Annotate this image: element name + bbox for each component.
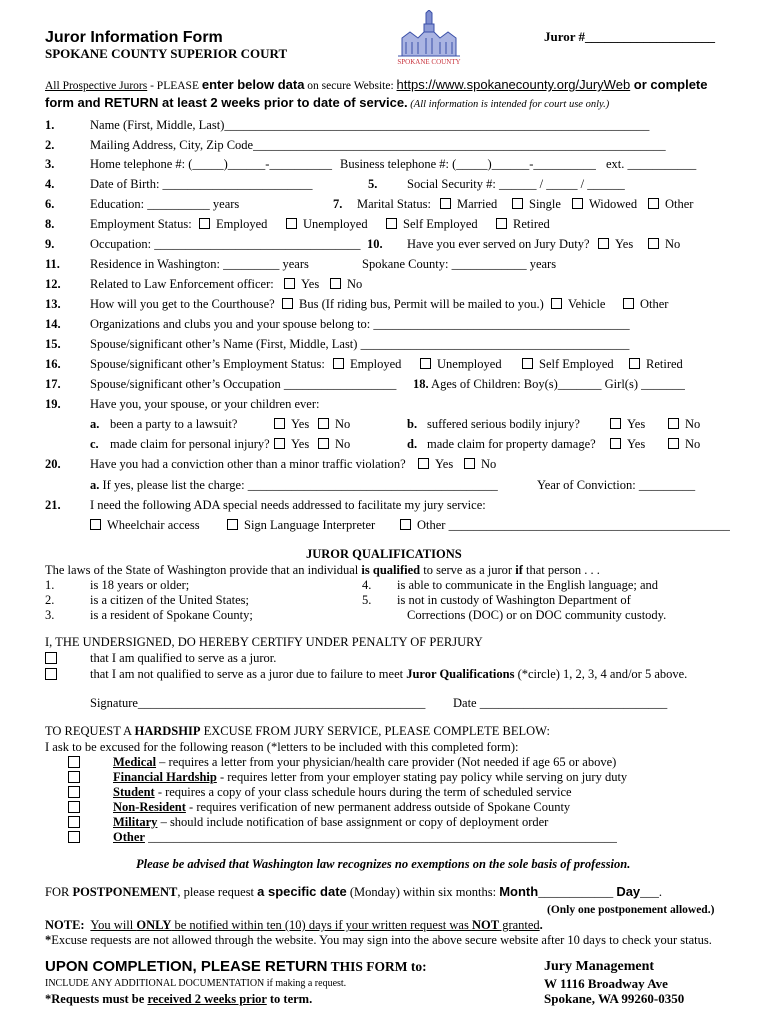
q-number: 21. [45, 498, 61, 512]
checkbox[interactable] [400, 519, 411, 530]
intro-emphasis: form and RETURN at least 2 weeks prior to date of service. [45, 95, 408, 110]
checkbox[interactable] [648, 238, 659, 249]
qual-number: 3. [45, 608, 55, 622]
reason-text: - requires letter from your employer stating pay policy while serving on jury duty [216, 770, 628, 784]
asterisk: * [45, 933, 52, 947]
q-number: 5. [368, 177, 378, 191]
employment-retired[interactable] [496, 216, 550, 232]
checkbox[interactable] [418, 458, 429, 469]
law-enforcement-no[interactable] [330, 276, 362, 292]
postponement-line [45, 884, 662, 900]
checkbox[interactable] [386, 218, 397, 229]
employment-label: Employment Status: [90, 217, 192, 231]
month-field[interactable]: ____________ [538, 885, 617, 899]
reason-label: Non-Resident [113, 800, 186, 814]
employment-employed[interactable] [199, 216, 267, 232]
charge-text: If yes, please list the charge: ________________________________________ [99, 478, 498, 492]
qualified-label: that I am qualified to serve as a juror. [90, 651, 277, 665]
checkbox[interactable] [286, 218, 297, 229]
q-number: 18. [413, 377, 429, 391]
text: EXCUSE FROM JURY SERVICE, PLEASE COMPLETE BELOW: [200, 724, 550, 738]
text-bold: . [539, 918, 543, 932]
qual-item: is a resident of Spokane County; [90, 608, 253, 622]
checkbox[interactable] [330, 278, 341, 289]
q-number: 10. [367, 237, 383, 251]
charge-field[interactable] [90, 477, 498, 493]
qualifications-intro [45, 562, 600, 578]
ssn-field[interactable]: Social Security #: ______ / _____ / ______ [407, 177, 625, 191]
property-damage-label: made claim for property damage? [427, 437, 596, 451]
checkbox[interactable] [522, 358, 533, 369]
reason-text: – requires a letter from your physician/health care provider (Not needed if age 65 or above) [156, 755, 617, 769]
text: (Monday) within six months: [346, 885, 500, 899]
checkbox[interactable] [274, 418, 285, 429]
reason-label: Military [113, 815, 158, 829]
q-number: 6. [45, 197, 55, 211]
q19-label: Have you, your spouse, or your children ever: [90, 397, 320, 411]
reason-text: ___________________________________________________________________________ [144, 830, 617, 844]
hardship-other-field[interactable] [113, 829, 617, 845]
q-number: 20. [45, 457, 61, 471]
lawsuit-no[interactable] [318, 416, 350, 432]
checkbox[interactable] [668, 438, 679, 449]
checkbox[interactable] [496, 218, 507, 229]
non-resident-checkbox[interactable] [68, 801, 80, 813]
employment-self[interactable] [386, 216, 478, 232]
option-label: Single [529, 197, 561, 211]
day-label: Day [616, 884, 641, 899]
checkbox[interactable] [274, 438, 285, 449]
q-number: 2. [45, 138, 55, 152]
q-number: 12. [45, 277, 61, 291]
q-number: 17. [45, 377, 61, 391]
text: that person . . . [522, 563, 600, 577]
text: to term. [266, 992, 313, 1006]
option-label: Self Employed [403, 217, 478, 231]
checkbox[interactable] [318, 418, 329, 429]
lawsuit-label: been a party to a lawsuit? [110, 417, 238, 431]
property-damage-no[interactable] [668, 436, 700, 452]
text: FOR [45, 885, 73, 899]
text-emphasis: a specific date [257, 884, 347, 899]
option-label: Yes [301, 277, 320, 291]
option-label: No [347, 277, 363, 291]
q-number: 19. [45, 397, 61, 411]
injury-label: suffered serious bodily injury? [427, 417, 580, 431]
svg-text:SPOKANE COUNTY: SPOKANE COUNTY [397, 58, 461, 66]
option-label: Employed [216, 217, 268, 231]
occupation-field[interactable]: Occupation: _________________________________ [90, 237, 361, 251]
intro-lead: All Prospective Jurors [45, 80, 148, 92]
business-phone-field[interactable]: Business telephone #: (_____)______-__________ [340, 157, 596, 171]
text: to serve as a juror [420, 563, 516, 577]
checkbox[interactable] [572, 198, 583, 209]
form-title: Juror Information Form [45, 29, 223, 46]
requests-note [45, 991, 312, 1007]
option-label: No [335, 437, 351, 451]
checkbox[interactable] [284, 278, 295, 289]
financial-checkbox[interactable] [68, 771, 80, 783]
lawsuit-yes[interactable] [274, 416, 309, 432]
q-number: 9. [45, 237, 55, 251]
option-label: Other [665, 197, 694, 211]
qualifications-title: JUROR QUALIFICATIONS [306, 547, 462, 561]
checkbox[interactable] [333, 358, 344, 369]
injury-yes[interactable] [610, 416, 645, 432]
qual-number: 2. [45, 593, 55, 607]
q-number: 15. [45, 337, 61, 351]
hardship-title [45, 723, 550, 739]
ada-wheelchair[interactable] [90, 517, 200, 533]
qual-item: Corrections (DOC) or on DOC community custody. [407, 608, 667, 622]
spouse-occupation-field[interactable]: Spouse/significant other’s Occupation __________________ [90, 377, 397, 391]
checkbox[interactable] [648, 198, 659, 209]
intro-emphasis: enter below data [201, 77, 305, 92]
postponement-note: (Only one postponement allowed.) [547, 904, 715, 916]
not-qualified-label [90, 666, 687, 682]
jury-duty-no[interactable] [648, 236, 680, 252]
sub-letter: a. [90, 478, 100, 492]
return-heading [45, 957, 427, 977]
spouse-unemployed[interactable] [420, 356, 502, 372]
law-enforcement-label: Related to Law Enforcement officer: [90, 277, 274, 291]
marital-label: Marital Status: [357, 197, 431, 211]
option-label: Yes [615, 237, 634, 251]
qual-number: 1. [45, 578, 55, 592]
personal-injury-label: made claim for personal injury? [110, 437, 270, 451]
option-label: Other _____________________________________________ [417, 518, 730, 532]
conviction-year-field[interactable]: Year of Conviction: _________ [537, 478, 696, 492]
hardship-item [113, 769, 627, 785]
option-label: No [335, 417, 351, 431]
signature-field[interactable]: Signature______________________________________________ [90, 696, 426, 710]
profession-notice: Please be advised that Washington law recognizes no exemptions on the sole basis of profession. [136, 857, 631, 871]
reason-label: Other [113, 830, 145, 844]
transport-label: How will you get to the Courthouse? [90, 297, 275, 311]
checkbox[interactable] [629, 358, 640, 369]
option-label: Vehicle [568, 297, 606, 311]
qualified-checkbox[interactable] [45, 652, 57, 664]
text: You will [90, 918, 137, 932]
checkbox[interactable] [551, 298, 562, 309]
sub-letter: c. [90, 437, 99, 451]
text: *Requests must be [45, 992, 148, 1006]
website-link[interactable]: https://www.spokanecounty.org/JuryWeb [396, 77, 631, 92]
checkbox[interactable] [668, 418, 679, 429]
law-enforcement-yes[interactable] [284, 276, 319, 292]
transport-vehicle[interactable] [551, 296, 605, 312]
juror-number-field[interactable]: Juror #____________________ [544, 29, 716, 44]
option-label: Sign Language Interpreter [244, 518, 376, 532]
checkbox[interactable] [420, 358, 431, 369]
text-bold: if [515, 563, 523, 577]
student-checkbox[interactable] [68, 786, 80, 798]
text: be notified within ten (10) days if your written request was [171, 918, 472, 932]
option-label: Bus (If riding bus, Permit will be mailed to you.) [299, 297, 544, 311]
medical-checkbox[interactable] [68, 756, 80, 768]
children-ages-field[interactable] [413, 376, 685, 392]
text: The laws of the State of Washington provide that an individual [45, 563, 362, 577]
marital-other[interactable] [648, 196, 693, 212]
reason-text: – should include notification of base assignment or copy of deployment order [157, 815, 549, 829]
q-number: 3. [45, 157, 55, 171]
note-line [45, 917, 543, 933]
q-number: 16. [45, 357, 61, 371]
personal-injury-no[interactable] [318, 436, 350, 452]
option-label: Self Employed [539, 357, 614, 371]
conviction-no[interactable] [464, 456, 496, 472]
spouse-self[interactable] [522, 356, 614, 372]
day-field[interactable]: ___. [640, 885, 663, 899]
option-label: Yes [435, 457, 454, 471]
text-bold: POSTPONEMENT [72, 885, 178, 899]
spouse-employed[interactable] [333, 356, 401, 372]
option-label: No [481, 457, 497, 471]
q-number: 4. [45, 177, 55, 191]
hardship-item [113, 754, 616, 770]
qual-number: 4. [362, 578, 372, 592]
date-field[interactable]: Date ______________________________ [453, 696, 668, 710]
transport-bus[interactable] [282, 296, 544, 312]
conviction-label: Have you had a conviction other than a minor traffic violation? [90, 457, 406, 471]
intro-note: (All information is intended for court use only.) [407, 99, 610, 110]
note-label: NOTE: [45, 918, 85, 932]
spouse-name-field[interactable]: Spouse/significant other’s Name (First, Middle, Last) ___________________________________________ [90, 337, 630, 351]
q-number: 1. [45, 118, 55, 132]
text-underlined: received 2 weeks prior [147, 992, 267, 1006]
injury-no[interactable] [668, 416, 700, 432]
q-number: 14. [45, 317, 61, 331]
sub-letter: d. [407, 437, 418, 451]
option-label: Yes [627, 437, 646, 451]
checkbox[interactable] [227, 519, 238, 530]
sub-letter: a. [90, 417, 100, 431]
text: TO REQUEST A [45, 724, 135, 738]
option-label: No [665, 237, 681, 251]
qual-item: is a citizen of the United States; [90, 593, 249, 607]
hardship-item [113, 814, 548, 830]
marital-widowed[interactable] [572, 196, 637, 212]
checkbox[interactable] [282, 298, 293, 309]
checkbox[interactable] [623, 298, 634, 309]
text-bold: Juror Qualifications [406, 667, 515, 681]
option-label: No [685, 437, 701, 451]
transport-other[interactable] [623, 296, 668, 312]
hardship-item [113, 799, 570, 815]
excuse-note [45, 932, 712, 948]
checkbox[interactable] [610, 418, 621, 429]
option-label: Retired [513, 217, 550, 231]
hardship-intro: I ask to be excused for the following reason (*letters to be included with this completed form): [45, 740, 519, 754]
military-checkbox[interactable] [68, 816, 80, 828]
reason-text: - requires verification of new permanent address outside of Spokane County [185, 800, 571, 814]
include-note: INCLUDE ANY ADDITIONAL DOCUMENTATION if making a request. [45, 978, 347, 989]
option-label: Yes [627, 417, 646, 431]
spokane-county-logo [396, 10, 462, 66]
text-bold: HARDSHIP [134, 724, 201, 738]
ada-sign-language[interactable] [227, 517, 375, 533]
organizations-field[interactable]: Organizations and clubs you and your spouse belong to: _________________________________________ [90, 317, 630, 331]
name-field[interactable]: Name (First, Middle, Last)____________________________________________________________________ [90, 118, 650, 132]
checkbox[interactable] [598, 238, 609, 249]
residence-wa-field[interactable]: Residence in Washington: _________ years [90, 257, 309, 271]
intro-text: on secure Website: [304, 80, 397, 92]
spouse-employment-label: Spouse/significant other’s Employment Status: [90, 357, 325, 371]
children-ages-text: Ages of Children: Boy(s)_______ Girl(s) _______ [428, 377, 685, 391]
intro-text: - PLEASE [147, 80, 202, 92]
option-label: Unemployed [437, 357, 502, 371]
home-phone-field[interactable]: Home telephone #: (_____)______-__________ [90, 157, 332, 171]
text-bold: is qualified [361, 563, 421, 577]
text-bold: ONLY [136, 918, 172, 932]
hardship-item [113, 784, 572, 800]
q-number: 13. [45, 297, 61, 311]
intro-emphasis: or complete [630, 77, 708, 92]
intro-line-1 [45, 77, 707, 94]
option-label: Unemployed [303, 217, 368, 231]
reason-label: Financial Hardship [113, 770, 217, 784]
conviction-yes[interactable] [418, 456, 453, 472]
text: that I am not qualified to serve as a juror due to failure to meet [90, 667, 407, 681]
reason-text: - requires a copy of your class schedule hours during the term of scheduled service [154, 785, 572, 799]
q-number: 7. [333, 197, 343, 211]
residence-county-field[interactable]: Spokane County: ____________ years [362, 257, 557, 271]
checkbox[interactable] [199, 218, 210, 229]
marital-married[interactable] [440, 196, 497, 212]
property-damage-yes[interactable] [610, 436, 645, 452]
option-label: No [685, 417, 701, 431]
option-label: Yes [291, 417, 310, 431]
text-emphasis: UPON COMPLETION, PLEASE RETURN [45, 958, 328, 975]
option-label: Yes [291, 437, 310, 451]
text: Excuse requests are not allowed through the website. You may sign into the above secure website after 10 days to check your status. [51, 933, 712, 947]
option-label: Married [457, 197, 498, 211]
q-number: 11. [45, 257, 60, 271]
text-bold: NOT [471, 918, 500, 932]
month-label: Month [499, 884, 539, 899]
marital-single[interactable] [512, 196, 561, 212]
address-field[interactable]: Mailing Address, City, Zip Code__________________________________________________________________ [90, 138, 666, 152]
q-number: 8. [45, 217, 55, 231]
text: (*circle) 1, 2, 3, 4 and/or 5 above. [514, 667, 688, 681]
spouse-retired[interactable] [629, 356, 683, 372]
address-line: Jury Management [544, 959, 655, 974]
education-field[interactable]: Education: __________ years [90, 197, 240, 211]
option-label: Wheelchair access [107, 518, 200, 532]
jury-duty-yes[interactable] [598, 236, 633, 252]
court-name: SPOKANE COUNTY SUPERIOR COURT [45, 46, 288, 61]
intro-line-2 [45, 95, 609, 113]
ada-label: I need the following ADA special needs addressed to facilitate my jury service: [90, 498, 486, 512]
qual-item: is 18 years or older; [90, 578, 190, 592]
dob-field[interactable]: Date of Birth: ________________________ [90, 177, 313, 191]
qual-item: is not in custody of Washington Department of [397, 593, 631, 607]
reason-label: Medical [113, 755, 157, 769]
certify-title: I, THE UNDERSIGNED, DO HEREBY CERTIFY UNDER PENALTY OF PERJURY [45, 635, 483, 649]
sub-letter: b. [407, 417, 418, 431]
ext-field[interactable]: ext. ___________ [606, 157, 697, 171]
personal-injury-yes[interactable] [274, 436, 309, 452]
ada-other[interactable] [400, 517, 730, 533]
text-bold: THIS FORM to: [327, 959, 427, 974]
checkbox[interactable] [440, 198, 451, 209]
text: granted [499, 918, 540, 932]
qual-item: is able to communicate in the English language; and [397, 578, 659, 592]
qual-number: 5. [362, 593, 372, 607]
jury-duty-label: Have you ever served on Jury Duty? [407, 237, 590, 251]
option-label: Employed [350, 357, 402, 371]
option-label: Retired [646, 357, 683, 371]
not-qualified-checkbox[interactable] [45, 668, 57, 680]
other-checkbox[interactable] [68, 831, 80, 843]
checkbox[interactable] [464, 458, 475, 469]
option-label: Other [640, 297, 669, 311]
address-line: W 1116 Broadway Ave [544, 976, 668, 991]
checkbox[interactable] [90, 519, 101, 530]
option-label: Widowed [589, 197, 638, 211]
checkbox[interactable] [610, 438, 621, 449]
reason-label: Student [113, 785, 155, 799]
address-line: Spokane, WA 99260-0350 [544, 991, 685, 1006]
text: , please request [177, 885, 258, 899]
checkbox[interactable] [512, 198, 523, 209]
employment-unemployed[interactable] [286, 216, 368, 232]
checkbox[interactable] [318, 438, 329, 449]
